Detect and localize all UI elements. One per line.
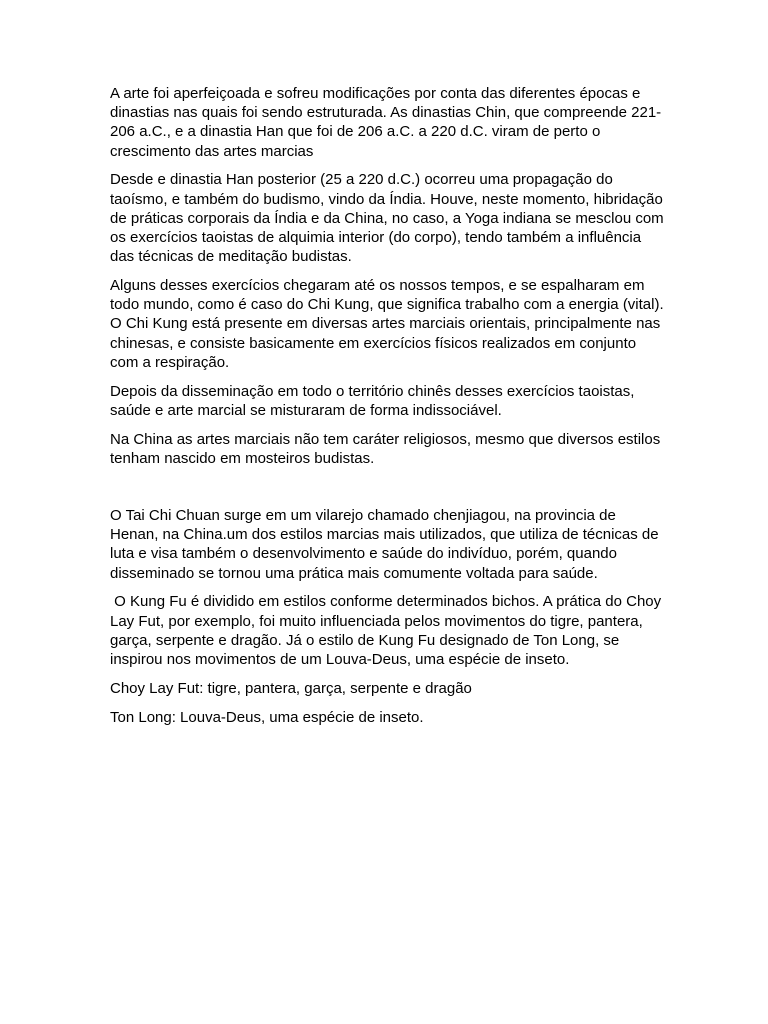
paragraph-7: O Kung Fu é dividido em estilos conforme determinados bichos. A prática do Choy Lay Fut, por exemplo, foi muito influenciada pelos movimentos do tigre, pantera, garça, serpente e dragão. Já o estilo de Kung Fu designado de Ton Long, se inspirou nos movimentos de um Louva-Deus, uma espécie de inseto. xyxy=(110,593,666,669)
paragraph-9: Ton Long: Louva-Deus, uma espécie de inseto. xyxy=(110,708,424,726)
paragraph-3: Alguns desses exercícios chegaram até os nossos tempos, e se espalharam em todo mundo, como é caso do Chi Kung, que significa trabalho com a energia (vital). O Chi Kung está presente em diversas artes marciais orientais, principalmente nas chinesas, e consiste basicamente em exercícios físicos realizados em conjunto com a respiração. xyxy=(110,277,664,371)
paragraph-8: Choy Lay Fut: tigre, pantera, garça, serpente e dragão xyxy=(110,679,472,697)
paragraph-1: A arte foi aperfeiçoada e sofreu modificações por conta das diferentes épocas e dinastias nas quais foi sendo estruturada. As dinastias Chin, que compreende 221-206 a.C., e a dinastia Han que foi de 206 a.C. a 220 d.C. viram de perto o crescimento das artes marcias xyxy=(110,85,662,160)
paragraph-4: Depois da disseminação em todo o território chinês desses exercícios taoistas, saúde e arte marcial se misturaram de forma indissociável. xyxy=(110,382,635,419)
paragraph-6: O Tai Chi Chuan surge em um vilarejo chamado chenjiagou, na provincia de Henan, na China.um dos estilos marcias mais utilizados, que utiliza de técnicas de luta e visa também o desenvolvimento e saúde do indivíduo, porém, quando disseminado se tornou uma prática mais comumente voltada para saúde. xyxy=(110,507,659,582)
paragraph-2: Desde e dinastia Han posterior (25 a 220 d.C.) ocorreu uma propagação do taoísmo, e também do budismo, vindo da Índia. Houve, neste momento, hibridação de práticas corporais da Índia e da China, no caso, a Yoga indiana se mesclou com os exercícios taoistas de alquimia interior (do corpo), tendo também a influência das técnicas de meditação budistas. xyxy=(110,171,664,266)
document-page xyxy=(110,84,666,736)
paragraph-5: Na China as artes marciais não tem caráter religiosos, mesmo que diversos estilos tenham nascido em mosteiros budistas. xyxy=(110,430,661,467)
